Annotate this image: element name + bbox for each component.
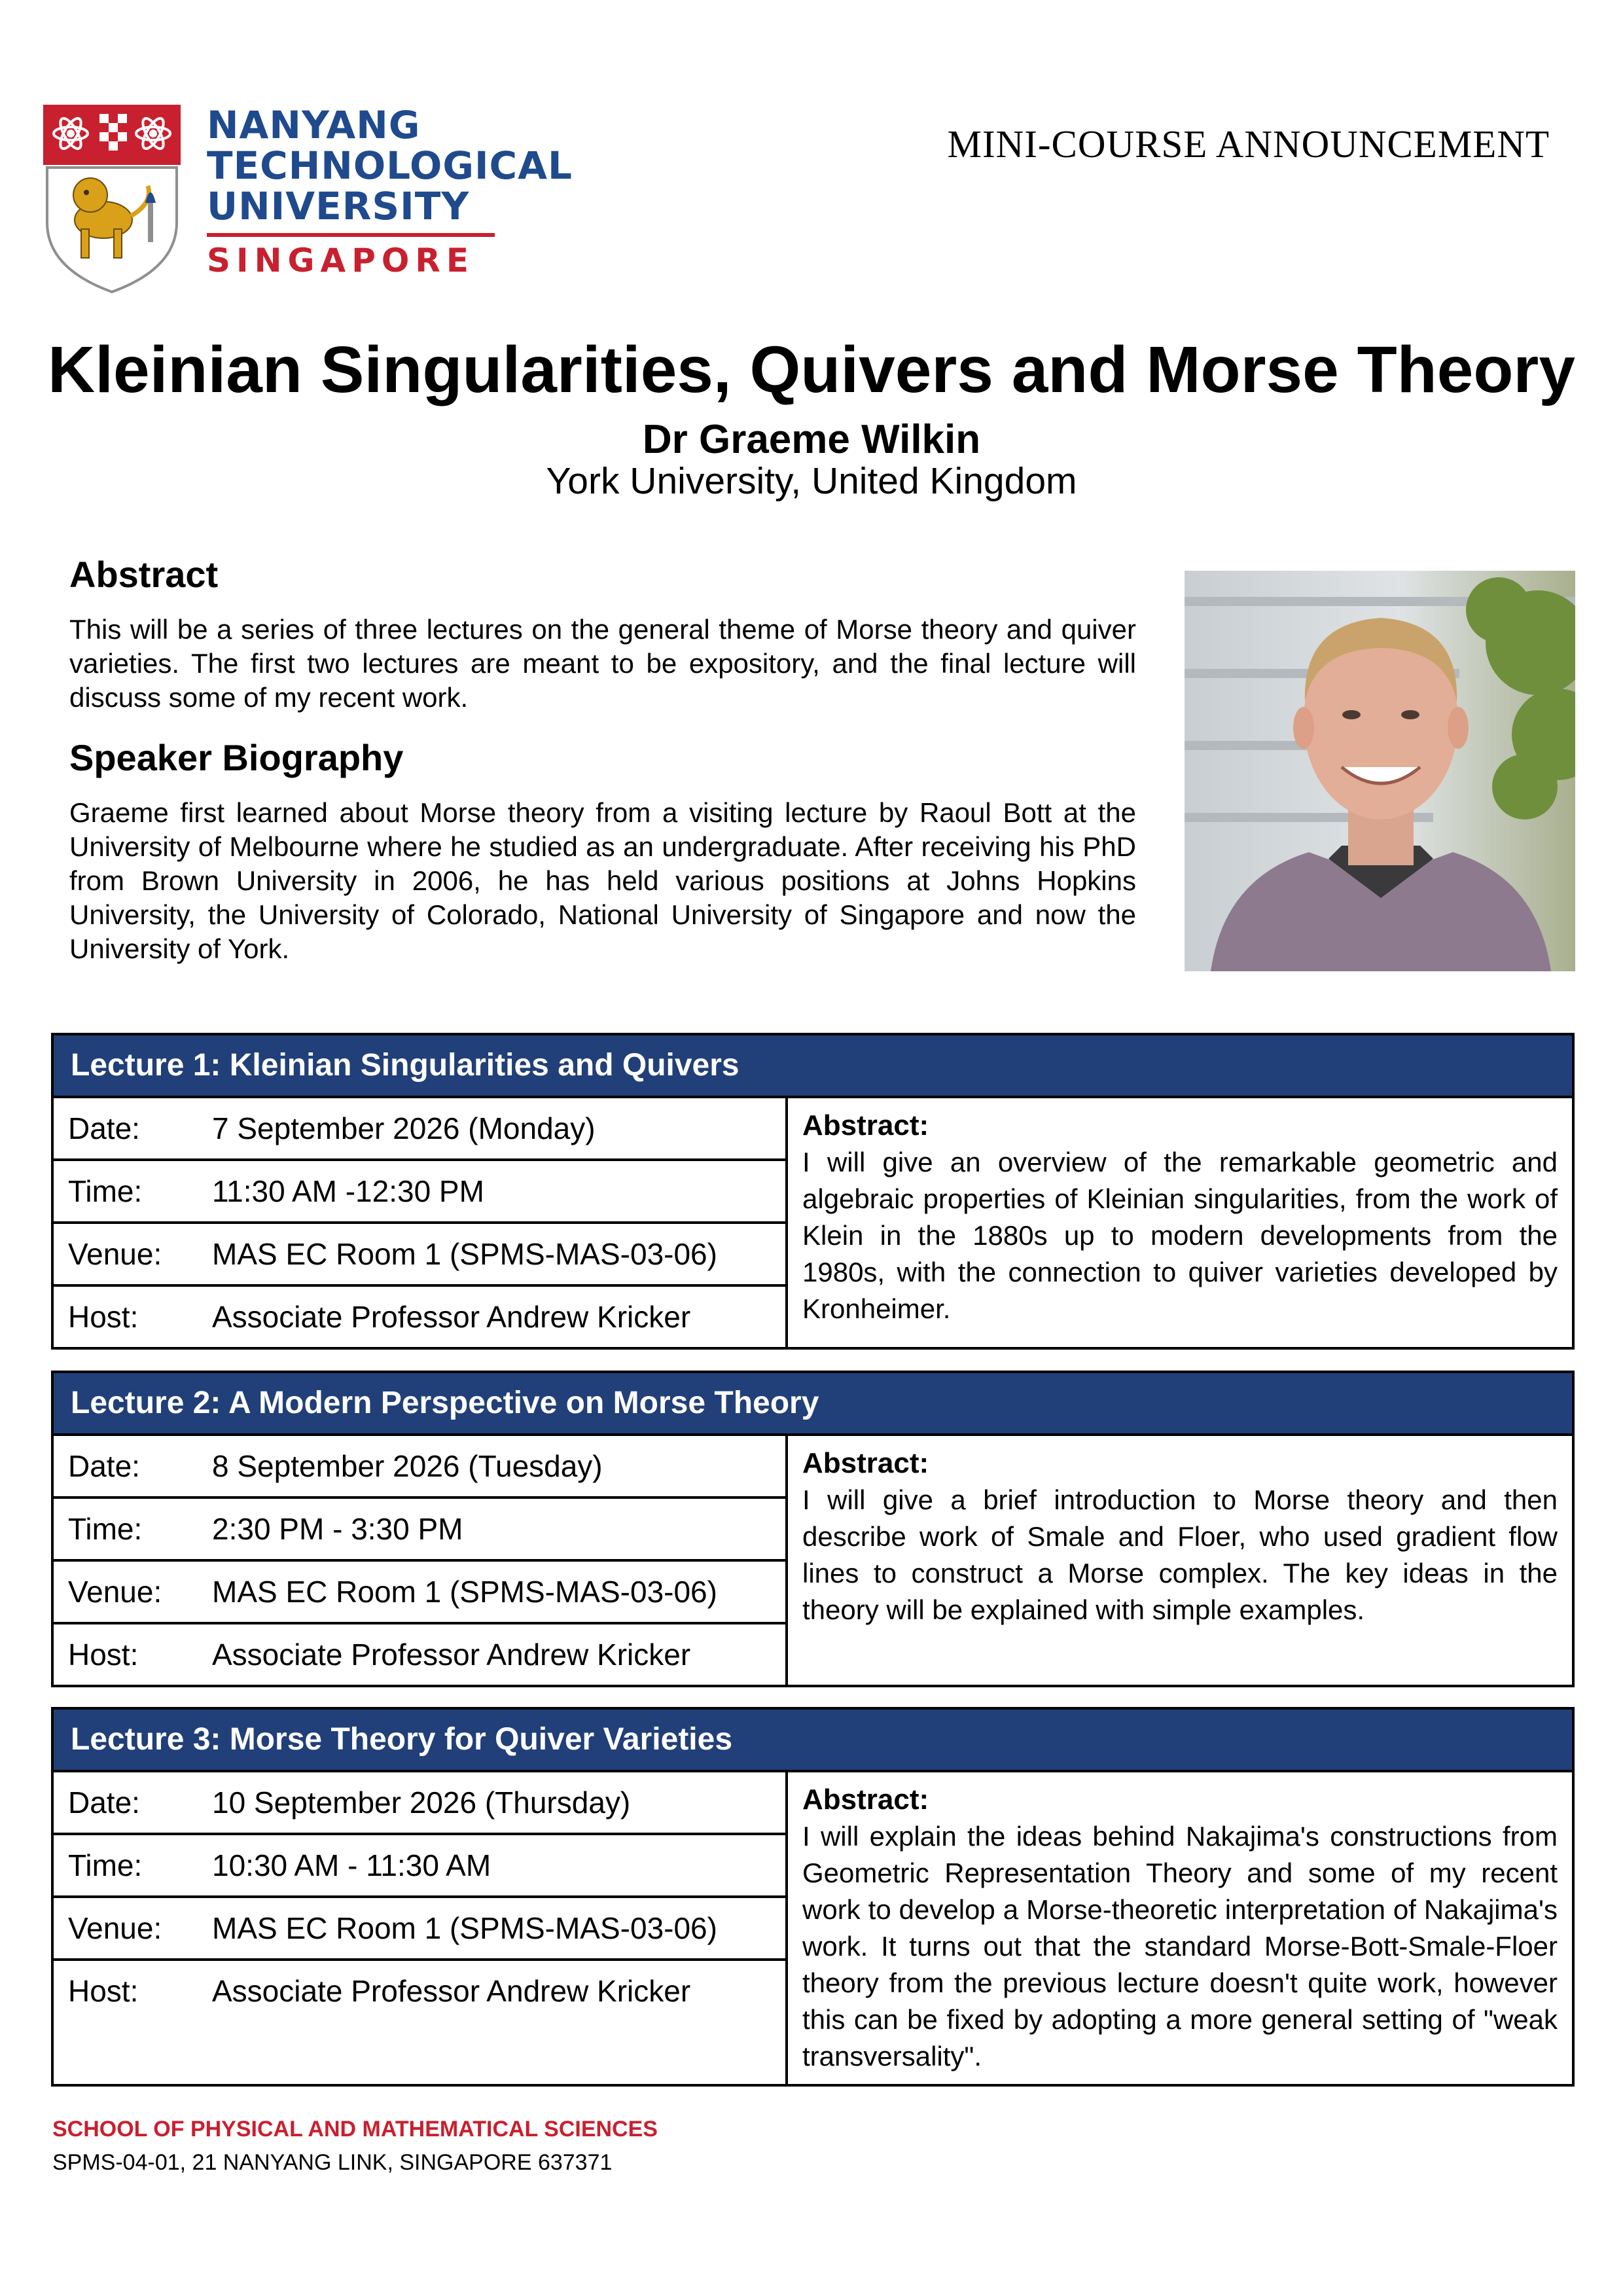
lecture-2-abstract	[788, 1436, 1572, 1685]
footer-school: SCHOOL OF PHYSICAL AND MATHEMATICAL SCIENCES	[52, 2117, 658, 2142]
ntu-logo	[43, 103, 573, 295]
speaker-photo	[1185, 571, 1575, 971]
lecture-2-time: 2:30 PM - 3:30 PM	[212, 1512, 463, 1546]
lecture-3-date-row	[54, 1772, 785, 1835]
lecture-1-title: Lecture 1: Kleinian Singularities and Quivers	[54, 1035, 1572, 1098]
logo-line-technological: TECHNOLOGICAL	[207, 143, 573, 188]
lecture-2-abstract-text: I will give a brief introduction to Morse theory and then describe work of Smale and Floer, who used gradient flow lines to construct a Morse complex. The key ideas in the theory will be explained with simple examples.	[802, 1484, 1558, 1625]
date-label: Date:	[68, 1111, 140, 1145]
time-label: Time:	[68, 1512, 143, 1546]
lecture-1-venue-row	[54, 1224, 785, 1287]
lecture-2-card	[51, 1371, 1575, 1687]
lecture-3-card	[51, 1707, 1575, 2087]
intro-section	[69, 548, 1136, 983]
logo-divider	[207, 233, 495, 237]
logo-line-singapore: SINGAPORE	[207, 242, 475, 279]
lecture-1-time: 11:30 AM -12:30 PM	[212, 1174, 484, 1208]
lecture-3-abstract	[788, 1772, 1572, 2084]
biography-text: Graeme first learned about Morse theory from a visiting lecture by Raoul Bott at the University of Melbourne where he studied as an undergraduate. After receiving his PhD from Brown University in 2006, he has held various positions at Johns Hopkins University, the University of Colorado, National University of Singapore and now the University of York.	[69, 797, 1136, 964]
ntu-wordmark	[207, 105, 573, 279]
venue-label: Venue:	[68, 1575, 162, 1609]
lecture-2-time-row	[54, 1499, 785, 1562]
announcement-label: MINI-COURSE ANNOUNCEMENT	[947, 122, 1550, 166]
venue-label: Venue:	[68, 1911, 162, 1945]
lecture-3-date: 10 September 2026 (Thursday)	[212, 1785, 631, 1820]
lecture-2-venue: MAS EC Room 1 (SPMS-MAS-03-06)	[212, 1575, 717, 1609]
logo-line-nanyang: NANYANG	[207, 103, 421, 147]
lecture-3-host: Associate Professor Andrew Kricker	[212, 1974, 691, 2008]
lecture-1-abstract-text: I will give an overview of the remarkable geometric and algebraic properties of Kleinian singularities, from the work of Klein in the 1880s up to modern developments from the 1980s, with the connection to quiver varieties developed by Kronheimer.	[802, 1147, 1558, 1324]
date-label: Date:	[68, 1449, 140, 1483]
lecture-2-venue-row	[54, 1562, 785, 1624]
time-label: Time:	[68, 1848, 143, 1882]
lecture-1-host: Associate Professor Andrew Kricker	[212, 1300, 691, 1334]
lecture-3-venue: MAS EC Room 1 (SPMS-MAS-03-06)	[212, 1911, 717, 1945]
lecture-1-abstract	[788, 1098, 1572, 1347]
lecture-1-venue: MAS EC Room 1 (SPMS-MAS-03-06)	[212, 1237, 717, 1271]
time-label: Time:	[68, 1174, 143, 1208]
lecture-3-title: Lecture 3: Morse Theory for Quiver Varieties	[54, 1710, 1572, 1772]
logo-line-university: UNIVERSITY	[207, 184, 470, 228]
lecture-3-host-row	[54, 1961, 785, 2021]
page-title: Kleinian Singularities, Quivers and Morse Theory	[48, 333, 1575, 406]
abstract-label: Abstract:	[802, 1447, 929, 1479]
lecture-1-time-row	[54, 1161, 785, 1224]
lecture-1-card	[51, 1033, 1575, 1350]
lecture-2-date: 8 September 2026 (Tuesday)	[212, 1449, 603, 1483]
host-label: Host:	[68, 1638, 139, 1672]
host-label: Host:	[68, 1300, 139, 1334]
ntu-crest-icon	[43, 105, 181, 295]
lecture-1-date: 7 September 2026 (Monday)	[212, 1111, 596, 1145]
host-label: Host:	[68, 1974, 139, 2008]
lecture-3-details	[54, 1772, 788, 2084]
abstract-label: Abstract:	[802, 1784, 929, 1816]
lecture-1-host-row	[54, 1287, 785, 1347]
lecture-1-date-row	[54, 1098, 785, 1161]
lecture-2-host: Associate Professor Andrew Kricker	[212, 1638, 691, 1672]
lecture-3-venue-row	[54, 1898, 785, 1961]
lecture-2-details	[54, 1436, 788, 1685]
lecture-3-time: 10:30 AM - 11:30 AM	[212, 1848, 491, 1882]
lecture-3-abstract-text: I will explain the ideas behind Nakajima's constructions from Geometric Representation Theory and some of my recent work to develop a Morse-theoretic interpretation of Nakajima's work. It turns out that the standard Morse-Bott-Smale-Floer theory from the previous lecture doesn't quite work, however this can be fixed by adopting a more general setting of "weak transversality".	[802, 1821, 1558, 2072]
abstract-label: Abstract:	[802, 1109, 929, 1141]
lecture-1-details	[54, 1098, 788, 1347]
speaker-name: Dr Graeme Wilkin	[642, 417, 981, 462]
abstract-heading: Abstract	[69, 554, 219, 595]
lecture-2-host-row	[54, 1624, 785, 1685]
abstract-text: This will be a series of three lectures on the general theme of Morse theory and quiver varieties. The first two lectures are meant to be expository, and the final lecture will discuss some of my recent work.	[69, 614, 1136, 713]
venue-label: Venue:	[68, 1237, 162, 1271]
date-label: Date:	[68, 1785, 140, 1820]
footer-address: SPMS-04-01, 21 NANYANG LINK, SINGAPORE 637371	[52, 2150, 613, 2175]
lecture-3-time-row	[54, 1835, 785, 1898]
biography-heading: Speaker Biography	[69, 737, 404, 778]
speaker-affiliation: York University, United Kingdom	[546, 460, 1077, 502]
lecture-2-title: Lecture 2: A Modern Perspective on Morse Theory	[54, 1373, 1572, 1436]
lecture-2-date-row	[54, 1436, 785, 1499]
